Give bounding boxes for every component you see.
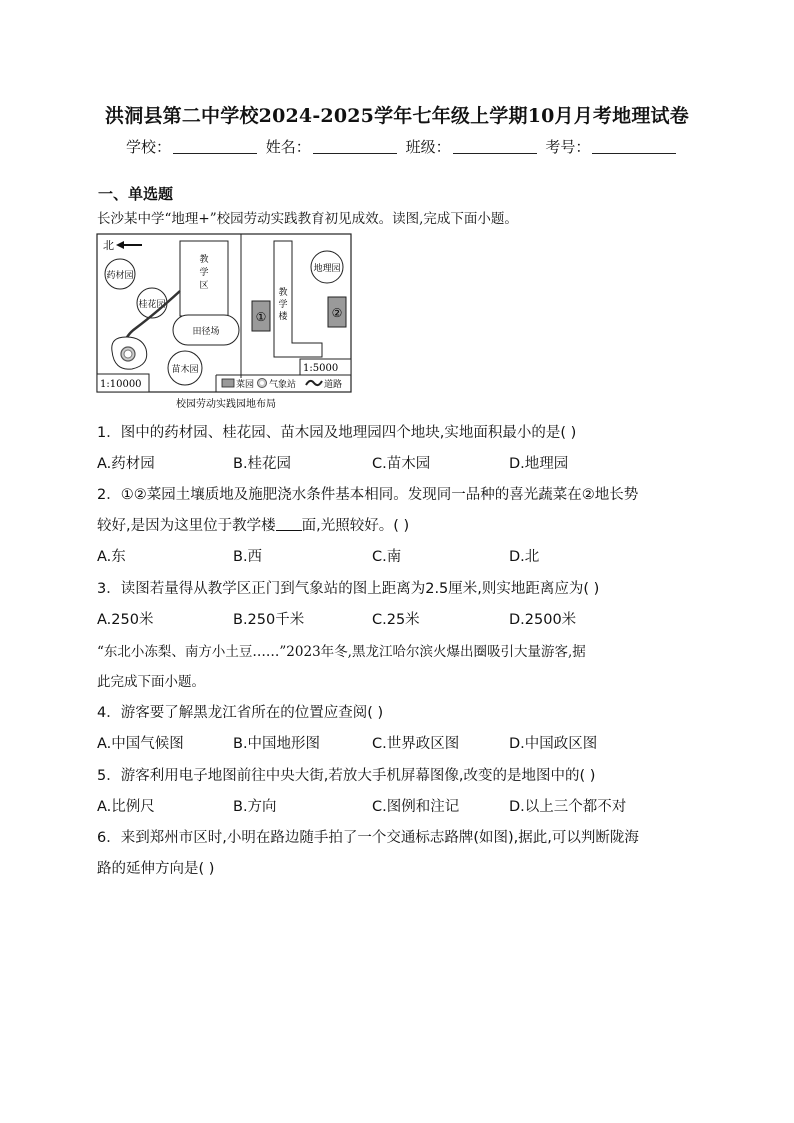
q2-fill-blank[interactable]: [276, 518, 302, 531]
scale-right: 1:5000: [303, 363, 339, 374]
q2-option-b[interactable]: B.西: [233, 549, 263, 565]
jiaoxuequ-char-3: 区: [199, 281, 209, 291]
q5-option-a[interactable]: A.比例尺: [97, 799, 155, 815]
miaomu-label: 苗木园: [171, 365, 199, 375]
legend-qixiang-icon: [258, 379, 267, 388]
q2-option-c[interactable]: C.南: [372, 549, 402, 565]
north-label: 北: [103, 239, 114, 252]
jiaoxuelou-char-2: 学: [278, 300, 288, 310]
scale-left: 1:10000: [100, 379, 142, 390]
school-label: 学校：: [126, 138, 172, 156]
school-blank[interactable]: [173, 139, 257, 154]
jiaoxuequ-char-2: 学: [199, 268, 209, 278]
intro-text-2-line-2: 此完成下面小题。: [97, 674, 205, 690]
name-label: 姓名：: [265, 138, 311, 156]
q4-option-b[interactable]: B.中国地形图: [233, 736, 321, 752]
q3-option-d[interactable]: D.2500米: [509, 612, 577, 628]
intro-text-1: 长沙某中学“地理+”校园劳动实践教育初见成效。读图,完成下面小题。: [97, 211, 518, 227]
jiaoxuelou-char-3: 楼: [278, 312, 288, 322]
legend-qixiang: 气象站: [269, 380, 297, 390]
q1-option-b[interactable]: B.桂花园: [233, 456, 292, 472]
plot1-label: ①: [255, 310, 267, 324]
q5-option-b[interactable]: B.方向: [233, 799, 277, 815]
q3-option-b[interactable]: B.250千米: [233, 612, 305, 628]
question-3: 3．读图若量得从教学区正门到气象站的图上距离为2.5厘米,则实地距离应为( ): [97, 581, 600, 597]
yaocai-label: 药材园: [106, 271, 134, 281]
name-blank[interactable]: [313, 139, 397, 154]
q2-text-before-blank: 较好,是因为这里位于教学楼: [97, 518, 276, 534]
plot2-label: ②: [331, 306, 343, 320]
legend-caiyuan: 菜园: [236, 380, 255, 390]
q3-option-a[interactable]: A.250米: [97, 612, 154, 628]
class-blank[interactable]: [453, 139, 537, 154]
question-6-line-1: 6．来到郑州市区时,小明在路边随手拍了一个交通标志路牌(如图),据此,可以判断陇海: [97, 830, 639, 846]
q2-text-after-blank: 面,光照较好。( ): [301, 518, 410, 534]
page-title: 洪洞县第二中学校2024-2025学年七年级上学期10月月考地理试卷: [105, 105, 689, 127]
exam-no-label: 考号：: [545, 138, 591, 156]
legend-road: 道路: [324, 380, 343, 390]
question-6-line-2: 路的延伸方向是( ): [97, 861, 215, 877]
class-label: 班级：: [405, 138, 451, 156]
q1-option-c[interactable]: C.苗木园: [372, 456, 431, 472]
q4-option-a[interactable]: A.中国气候图: [97, 736, 184, 752]
student-info-line: [126, 136, 680, 157]
question-2-line-2: [97, 514, 409, 535]
q3-option-c[interactable]: C.25米: [372, 612, 420, 628]
exam-no-blank[interactable]: [592, 139, 676, 154]
q5-option-c[interactable]: C.图例和注记: [372, 799, 460, 815]
guihua-label: 桂花园: [138, 300, 166, 310]
question-2-line-1: 2．①②菜园土壤质地及施肥浇水条件基本相同。发现同一品种的喜光蔬菜在②地长势: [97, 487, 639, 503]
q2-option-d[interactable]: D.北: [509, 549, 540, 565]
campus-map: [96, 233, 356, 413]
weather-station-icon: [121, 347, 135, 361]
question-5: 5．游客利用电子地图前往中央大街,若放大手机屏幕图像,改变的是地图中的( ): [97, 768, 596, 784]
dili-label: 地理园: [313, 264, 341, 274]
question-4: 4．游客要了解黑龙江省所在的位置应查阅( ): [97, 705, 384, 721]
q2-option-a[interactable]: A.东: [97, 549, 126, 565]
legend-caiyuan-swatch: [222, 379, 234, 387]
question-1: 1．图中的药材园、桂花园、苗木园及地理园四个地块,实地面积最小的是( ): [97, 425, 577, 441]
jiaoxuelou-char-1: 教: [278, 288, 288, 298]
map-caption: 校园劳动实践园地布局: [176, 399, 276, 410]
jiaoxuequ-char-1: 教: [199, 255, 209, 265]
q1-option-d[interactable]: D.地理园: [509, 456, 569, 472]
q1-option-a[interactable]: A.药材园: [97, 456, 155, 472]
q4-option-d[interactable]: D.中国政区图: [509, 736, 598, 752]
tianjing-label: 田径场: [192, 327, 220, 337]
q5-option-d[interactable]: D.以上三个都不对: [509, 799, 627, 815]
section-title: 一、单选题: [98, 185, 174, 203]
q4-option-c[interactable]: C.世界政区图: [372, 736, 460, 752]
intro-text-2-line-1: “东北小冻梨、南方小土豆……”2023年冬,黑龙江哈尔滨火爆出圈吸引大量游客,据: [97, 644, 586, 660]
